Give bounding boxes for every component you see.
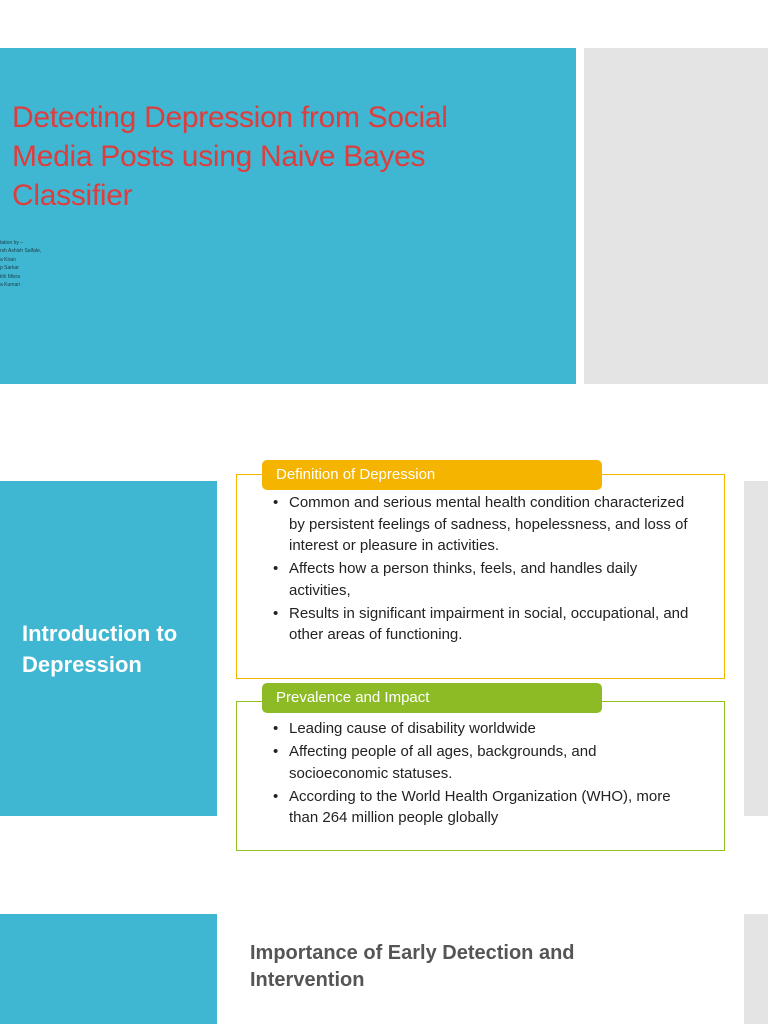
list-item: • Results in significant impairment in social, occupational, and other areas of functioning. [271, 603, 691, 646]
slide-3-heading: Importance of Early Detection and Intervention [250, 942, 575, 991]
credit-line: rsh Ashish Salfale, [0, 248, 42, 255]
prevalence-label: Prevalence and Impact [262, 683, 602, 713]
credit-line: khi Misra [0, 273, 21, 280]
presenter-credits [0, 239, 120, 289]
definition-bullets [271, 492, 691, 647]
list-item: • According to the World Health Organization (WHO), more than 264 million people globally [271, 786, 691, 829]
list-item: • Common and serious mental health condition characterized by persistent feelings of sadness, hopelessness, and loss of interest or pleasure in activities. [271, 492, 691, 557]
slide-1-title: Detecting Depression from Social Media Posts using Naive Bayes Classifier [12, 101, 448, 212]
list-item: • Leading cause of disability worldwide [271, 718, 691, 740]
slide-3-side-panel [744, 914, 768, 1024]
slide-2-side-panel [744, 481, 768, 816]
slide-2-title: Introduction to Depression [22, 621, 178, 677]
slide-3-title-panel [0, 914, 217, 1024]
list-item: • Affects how a person thinks, feels, and handles daily activities, [271, 558, 691, 601]
credit-line: p Sarkar [0, 265, 19, 272]
credit-line: tation by – [0, 240, 24, 246]
list-item: • Affecting people of all ages, backgrounds, and socioeconomic statuses. [271, 741, 691, 784]
prevalence-bullets [271, 718, 691, 830]
credit-line: a Kumari [0, 282, 21, 289]
definition-label: Definition of Depression [262, 460, 602, 490]
slide-1-side-panel [584, 48, 768, 384]
credit-line: a Kiran [0, 256, 16, 263]
